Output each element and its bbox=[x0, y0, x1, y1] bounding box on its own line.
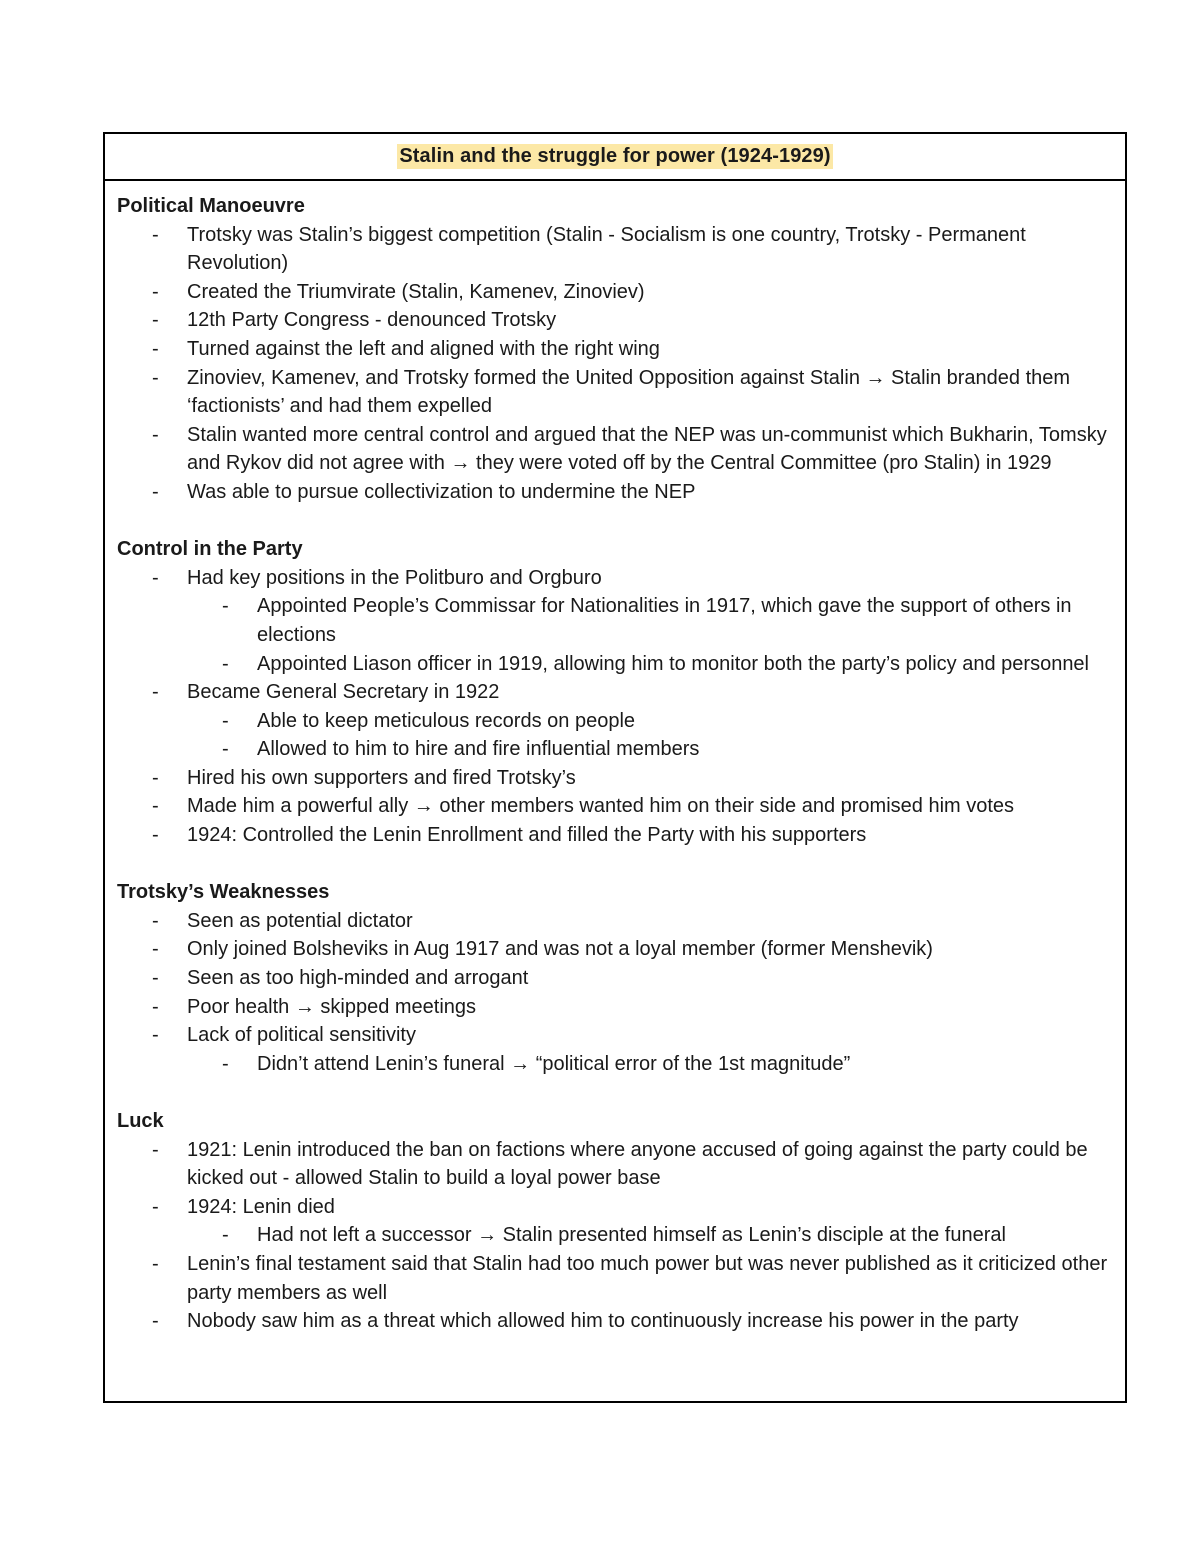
dash-bullet-icon: - bbox=[152, 967, 159, 990]
list-item bbox=[117, 1307, 1125, 1336]
list-item-text: 1924: Lenin died bbox=[187, 1195, 335, 1218]
sub-list-item-text: Didn’t attend Lenin’s funeral → “political error of the 1st magnitude” bbox=[257, 1052, 851, 1075]
list-item bbox=[117, 678, 1125, 764]
list-item bbox=[117, 421, 1125, 478]
list-item bbox=[117, 907, 1125, 936]
list-item-text: Turned against the left and aligned with the right wing bbox=[187, 337, 660, 360]
list-item bbox=[117, 764, 1125, 793]
dash-bullet-icon: - bbox=[152, 480, 159, 503]
section-heading: Luck bbox=[117, 1110, 164, 1132]
list-item-text: Nobody saw him as a threat which allowed him to continuously increase his power in the party bbox=[187, 1310, 1019, 1333]
section bbox=[117, 192, 1125, 507]
dash-bullet-icon: - bbox=[222, 738, 229, 761]
list-item-text: 1924: Controlled the Lenin Enrollment and filled the Party with his supporters bbox=[187, 824, 867, 847]
section-heading: Political Manoeuvre bbox=[117, 195, 305, 217]
list-item-text: Created the Triumvirate (Stalin, Kamenev, Zinoviev) bbox=[187, 280, 645, 303]
list-item-text: Had key positions in the Politburo and Orgburo bbox=[187, 566, 602, 589]
sub-list-item bbox=[187, 1050, 1115, 1079]
bullet-list bbox=[117, 907, 1125, 1079]
list-item-text: Lack of political sensitivity bbox=[187, 1024, 416, 1047]
dash-bullet-icon: - bbox=[152, 309, 159, 332]
list-item bbox=[117, 821, 1125, 850]
dash-bullet-icon: - bbox=[152, 1138, 159, 1161]
list-item-text: Hired his own supporters and fired Trotsky’s bbox=[187, 766, 576, 789]
dash-bullet-icon: - bbox=[152, 423, 159, 446]
list-item-text: Made him a powerful ally → other members wanted him on their side and promised him votes bbox=[187, 795, 1015, 818]
list-item bbox=[117, 306, 1125, 335]
dash-bullet-icon: - bbox=[222, 1052, 229, 1075]
sub-list-item bbox=[187, 735, 1115, 764]
list-item-text: 12th Party Congress - denounced Trotsky bbox=[187, 309, 557, 332]
dash-bullet-icon: - bbox=[222, 595, 229, 618]
section bbox=[117, 535, 1125, 850]
dash-bullet-icon: - bbox=[152, 566, 159, 589]
list-item bbox=[117, 792, 1125, 821]
dash-bullet-icon: - bbox=[222, 652, 229, 675]
notes-body bbox=[105, 181, 1125, 1336]
dash-bullet-icon: - bbox=[152, 909, 159, 932]
sub-list-item bbox=[187, 650, 1115, 679]
dash-bullet-icon: - bbox=[152, 1310, 159, 1333]
dash-bullet-icon: - bbox=[152, 1252, 159, 1275]
list-item-text: Zinoviev, Kamenev, and Trotsky formed the United Opposition against Stalin → Stalin branded them ‘factionists’ and had them expelled bbox=[187, 366, 1071, 418]
dash-bullet-icon: - bbox=[222, 1224, 229, 1247]
dash-bullet-icon: - bbox=[152, 1024, 159, 1047]
list-item-text: Seen as too high-minded and arrogant bbox=[187, 967, 529, 990]
sub-list-item-text: Appointed Liason officer in 1919, allowing him to monitor both the party’s policy and personnel bbox=[257, 652, 1090, 675]
sub-list-item bbox=[187, 592, 1115, 649]
list-item-text: 1921: Lenin introduced the ban on factions where anyone accused of going against the party could be kicked out - allowed Stalin to build a loyal power base bbox=[187, 1138, 1088, 1190]
list-item bbox=[117, 993, 1125, 1022]
sub-list-item bbox=[187, 707, 1115, 736]
list-item-text: Became General Secretary in 1922 bbox=[187, 681, 500, 704]
dash-bullet-icon: - bbox=[152, 223, 159, 246]
bullet-list bbox=[117, 1136, 1125, 1336]
bullet-list bbox=[117, 564, 1125, 850]
list-item-text: Seen as potential dictator bbox=[187, 909, 413, 932]
sub-list-item-text: Able to keep meticulous records on people bbox=[257, 709, 636, 732]
dash-bullet-icon: - bbox=[222, 709, 229, 732]
notes-table bbox=[103, 132, 1127, 1403]
dash-bullet-icon: - bbox=[152, 824, 159, 847]
sub-list-item bbox=[187, 1221, 1115, 1250]
list-item-text: Trotsky was Stalin’s biggest competition (Stalin - Socialism is one country, Trotsky - Permanent Revolution) bbox=[187, 223, 1026, 275]
dash-bullet-icon: - bbox=[152, 795, 159, 818]
sub-list-item-text: Had not left a successor → Stalin presented himself as Lenin’s disciple at the funeral bbox=[257, 1224, 1006, 1247]
sub-bullet-list bbox=[187, 1221, 1115, 1250]
list-item bbox=[117, 335, 1125, 364]
list-item bbox=[117, 564, 1125, 678]
list-item bbox=[117, 1250, 1125, 1307]
dash-bullet-icon: - bbox=[152, 280, 159, 303]
section bbox=[117, 878, 1125, 1078]
sub-bullet-list bbox=[187, 1050, 1115, 1079]
dash-bullet-icon: - bbox=[152, 366, 159, 389]
list-item-text: Lenin’s final testament said that Stalin had too much power but was never published as it criticized other party members as well bbox=[187, 1252, 1108, 1304]
list-item-text: Only joined Bolsheviks in Aug 1917 and was not a loyal member (former Menshevik) bbox=[187, 938, 933, 961]
dash-bullet-icon: - bbox=[152, 681, 159, 704]
list-item bbox=[117, 221, 1125, 278]
list-item bbox=[117, 278, 1125, 307]
section-heading: Control in the Party bbox=[117, 538, 303, 561]
dash-bullet-icon: - bbox=[152, 995, 159, 1018]
dash-bullet-icon: - bbox=[152, 938, 159, 961]
section bbox=[117, 1107, 1125, 1336]
list-item-text: Stalin wanted more central control and argued that the NEP was un-communist which Bukharin, Tomsky and Rykov did not agree with → they were voted off by the Central Committee (pro Stalin) in 1929 bbox=[187, 423, 1107, 475]
list-item bbox=[117, 964, 1125, 993]
bullet-list bbox=[117, 221, 1125, 507]
sub-bullet-list bbox=[187, 592, 1115, 678]
dash-bullet-icon: - bbox=[152, 766, 159, 789]
dash-bullet-icon: - bbox=[152, 1195, 159, 1218]
list-item bbox=[117, 1193, 1125, 1250]
list-item bbox=[117, 935, 1125, 964]
list-item bbox=[117, 478, 1125, 507]
section-heading: Trotsky’s Weaknesses bbox=[117, 881, 330, 904]
sub-list-item-text: Allowed to him to hire and fire influential members bbox=[257, 738, 700, 761]
title-cell bbox=[105, 134, 1125, 181]
list-item-text: Poor health → skipped meetings bbox=[187, 995, 477, 1018]
sub-bullet-list bbox=[187, 707, 1115, 764]
list-item bbox=[117, 1021, 1125, 1078]
dash-bullet-icon: - bbox=[152, 337, 159, 360]
list-item bbox=[117, 1136, 1125, 1193]
list-item bbox=[117, 364, 1125, 421]
sub-list-item-text: Appointed People’s Commissar for Nationalities in 1917, which gave the support of others in elections bbox=[257, 595, 1072, 646]
list-item-text: Was able to pursue collectivization to undermine the NEP bbox=[187, 480, 696, 503]
document-title: Stalin and the struggle for power (1924-1929) bbox=[399, 145, 831, 167]
